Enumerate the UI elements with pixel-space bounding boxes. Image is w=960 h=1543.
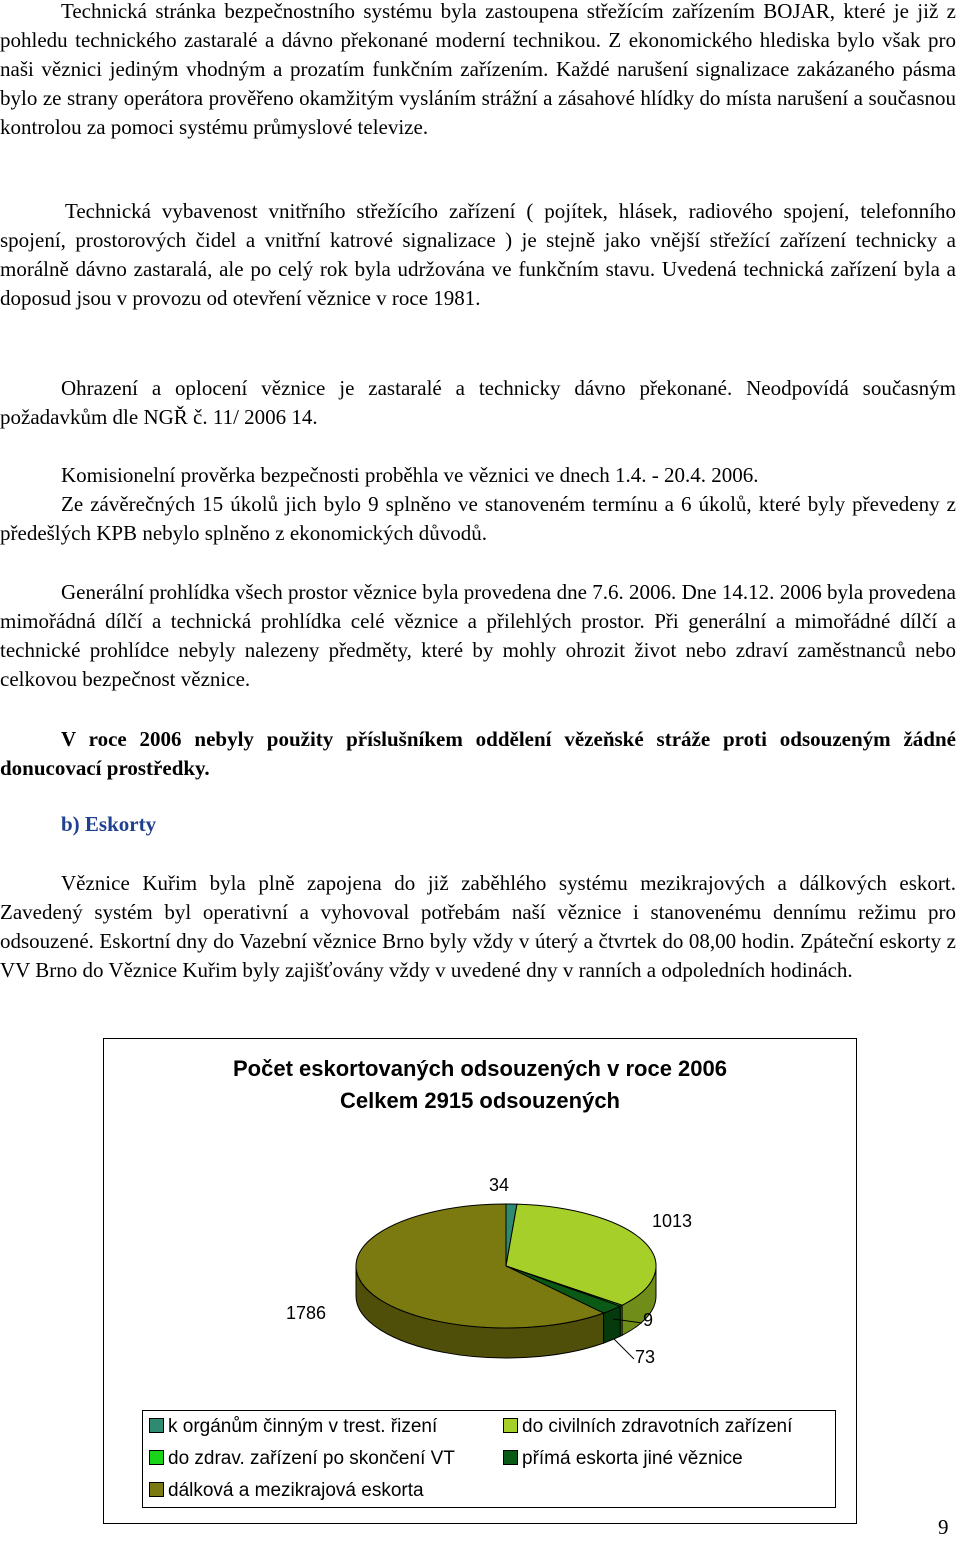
- legend-swatch: [149, 1418, 164, 1433]
- legend-item-health-after-vt: do zdrav. zařízení po skončení VT: [149, 1447, 455, 1471]
- paragraph-escorts: Věznice Kuřim byla plně zapojena do již zaběhlého systému mezikrajových a dálkových eskort. Zavedený systém byl operativní a vyhovoval potřebám naší věznice i stanovenému dennímu režimu pro odsouzené. Eskortní dny do Vazební věznice Brno byly vždy v úterý a čtvrtek do 08,00 hodin. Zpáteční eskorty z VV Brno do Věznice Kuřim byly zajišťovány vždy v uvedené dny v ranních a odpoledních hodinách.: [0, 871, 956, 982]
- data-label-34: 34: [489, 1175, 510, 1195]
- legend-swatch: [149, 1450, 164, 1465]
- legend-item-long-distance: dálková a mezikrajová eskorta: [149, 1479, 424, 1503]
- paragraph-internal-equipment: Technická vybavenost vnitřního střežícího zařízení ( pojítek, hlásek, radiového spojení, telefonního spojení, prostorových čidel a vnitřní katrové signalizace ) je stejně jako vnější střežící zařízení technicky a morálně dávno zastaralá, ale po celý rok byla udržována ve funkčním stavu. Uvedená technická zařízení byla a doposud jsou v provozu od otevření věznice v roce 1981.: [0, 199, 956, 310]
- data-label-9: 9: [643, 1310, 654, 1330]
- paragraph-security-system: Technická stránka bezpečnostního systému byla zastoupena střežícím zařízením BOJAR, které je již z pohledu technického zastaralé a dávno překonané moderní technikou. Z ekonomického hlediska bylo však pro naši věznici jediným vhodným a prozatím funkčním zařízením. Každé narušení signalizace zakázaného pásma bylo ze strany operátora prověřeno okamžitým vysláním strážní a zásahové hlídky do místa narušení a současnou kontrolou za pomoci systému průmyslové televize.: [0, 0, 956, 139]
- section-heading-escorts: b) Eskorty: [61, 812, 157, 836]
- legend-swatch: [503, 1450, 518, 1465]
- paragraph-general-inspection: Generální prohlídka všech prostor věznice byla provedena dne 7.6. 2006. Dne 14.12. 2006 byla provedena mimořádná dílčí a technická prohlídka celé věznice a přilehlých prostor. Při generální a mimořádné dílčí a technické prohlídce nebyly nalezeny předměty, které by mohly ohrozit život nebo zdraví zaměstnanců nebo celkovou bezpečnost věznice.: [0, 580, 956, 691]
- data-label-1013: 1013: [652, 1211, 693, 1231]
- chart-title: Počet eskortovaných odsouzených v roce 2006: [233, 1056, 727, 1081]
- data-label-1786: 1786: [286, 1303, 327, 1323]
- paragraph-security-review: Komisionelní prověrka bezpečnosti proběhla ve věznici ve dnech 1.4. - 20.4. 2006. Ze závěrečných 15 úkolů jich bylo 9 splněno ve stanoveném termínu a 6 úkolů, které byly převedeny z předešlých KPB nebylo splněno z ekonomických důvodů.: [0, 463, 956, 545]
- escort-pie-chart: [103, 1038, 857, 1524]
- legend-item-other-prison: přímá eskorta jiné věznice: [503, 1447, 743, 1471]
- pie-tops: [356, 1204, 656, 1328]
- chart-legend: [142, 1410, 836, 1508]
- legend-item-courts: k orgánům činným v trest. řizení: [149, 1415, 437, 1439]
- data-label-73: 73: [635, 1347, 656, 1367]
- legend-swatch: [149, 1482, 164, 1497]
- legend-item-civil-health: do civilních zdravotních zařízení: [503, 1415, 792, 1439]
- legend-swatch: [503, 1418, 518, 1433]
- chart-subtitle: Celkem 2915 odsouzených: [339, 1088, 620, 1113]
- leader-line-73: [614, 1339, 634, 1359]
- paragraph-coercive-means: V roce 2006 nebyly použity příslušníkem oddělení vězeňské stráže proti odsouzeným žádné donucovací prostředky.: [0, 727, 956, 780]
- paragraph-fencing: Ohrazení a oplocení věznice je zastaralé a technicky dávno překonané. Neodpovídá současným požadavkům dle NGŘ č. 11/ 2006 14.: [0, 376, 956, 429]
- page-number: 9: [938, 1515, 949, 1539]
